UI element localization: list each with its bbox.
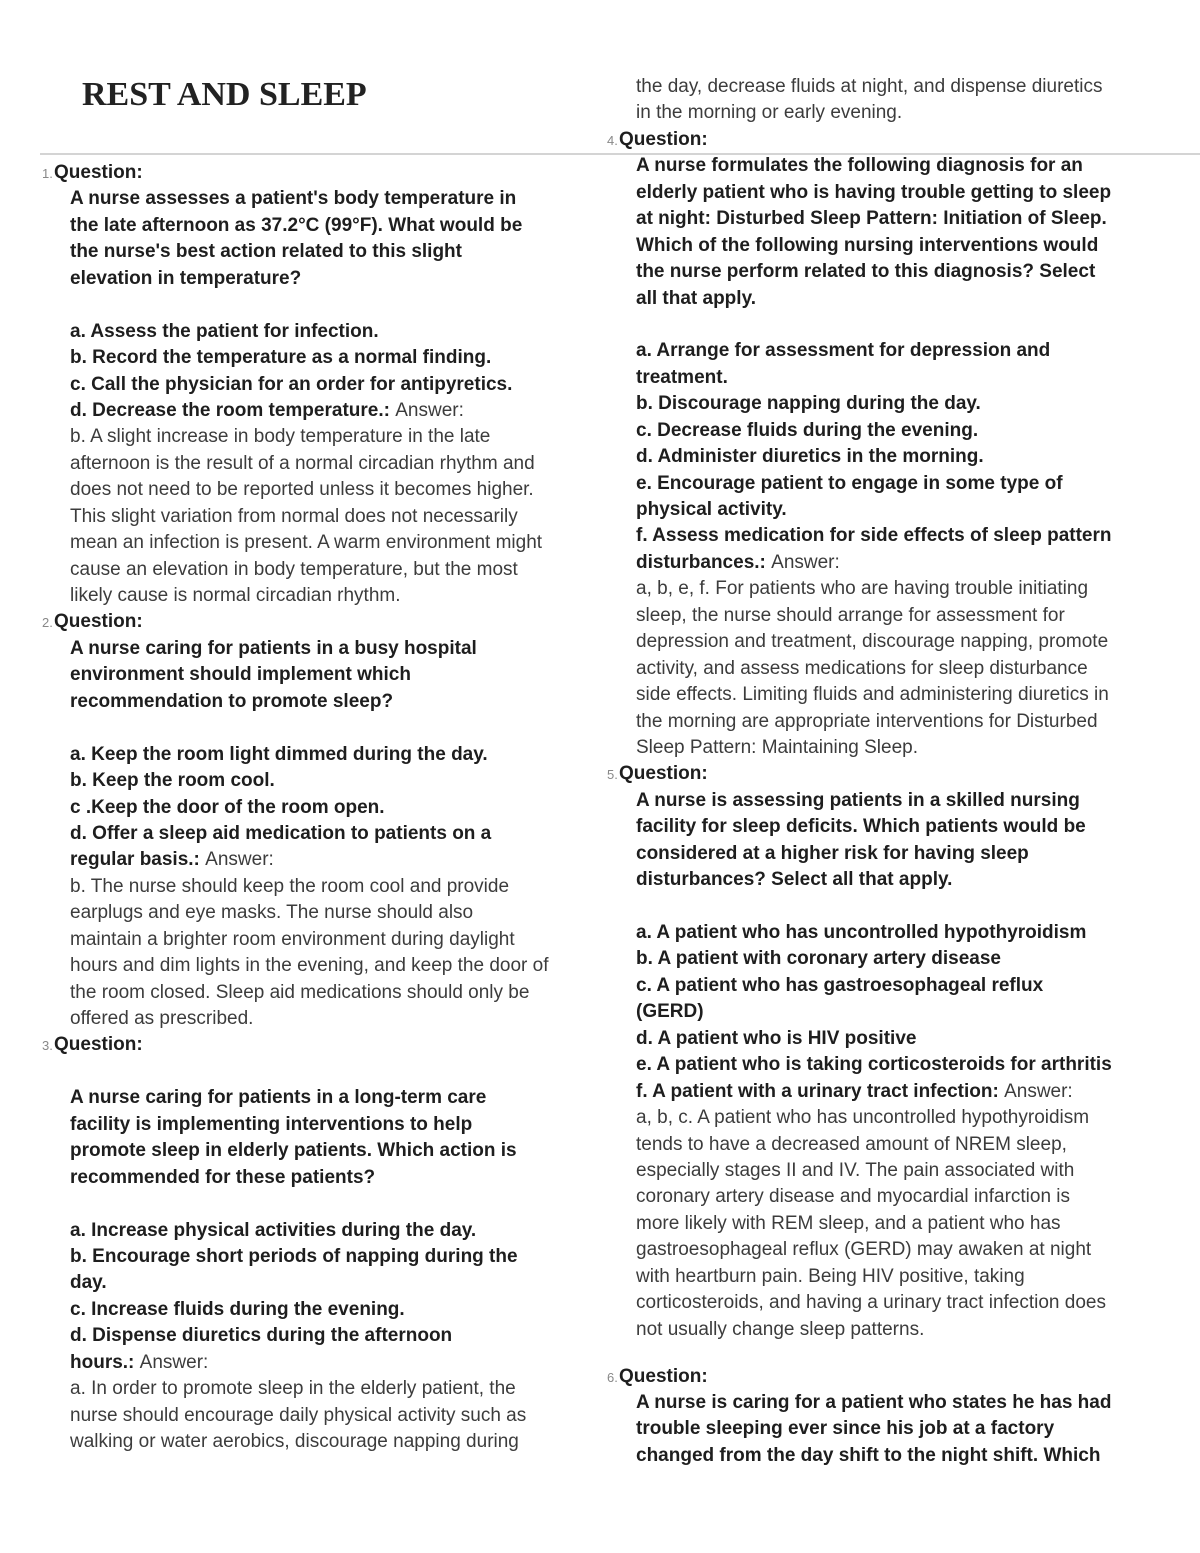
answer-line: activity, and assess medications for sleep disturbance	[636, 657, 1088, 679]
question-stem-line: recommended for these patients?	[70, 1166, 376, 1188]
option-text: disturbances.:	[636, 551, 766, 573]
question-header	[42, 609, 592, 635]
question-stem-line: A nurse caring for patients in a busy hospital	[70, 637, 477, 659]
question-stem-line: A nurse formulates the following diagnosis for an	[636, 155, 1083, 177]
option-line: b. Encourage short periods of napping during the	[70, 1245, 518, 1267]
answer-line: a, b, e, f. For patients who are having trouble initiating	[636, 578, 1089, 600]
answer-label: Answer:	[771, 551, 840, 573]
option-text: d. Decrease the room temperature.:	[70, 399, 390, 421]
question-label: Question:	[619, 1365, 708, 1387]
question-stem-line: all that apply.	[636, 287, 757, 309]
option-line: c .Keep the door of the room open.	[70, 796, 385, 818]
option-line	[42, 847, 592, 873]
question-number: 1.	[42, 166, 53, 181]
answer-line: with heartburn pain. Being HIV positive, taking	[636, 1265, 1025, 1287]
answer-line: the morning are appropriate interventions for Disturbed	[636, 710, 1098, 732]
option-line: d. Administer diuretics in the morning.	[636, 446, 984, 468]
question-stem-line: A nurse caring for patients in a long-term care	[70, 1087, 487, 1109]
option-line: d. Dispense diuretics during the afternoon	[70, 1325, 453, 1347]
option-text: hours.:	[70, 1351, 135, 1373]
spacer	[607, 312, 1187, 338]
question-3-continued	[607, 74, 1187, 127]
option-line: c. Call the physician for an order for antipyretics.	[70, 373, 513, 395]
question-header	[607, 127, 1187, 153]
question-5	[607, 761, 1187, 1343]
question-stem-line: at night: Disturbed Sleep Pattern: Initiation of Sleep.	[636, 208, 1107, 230]
option-line: b. Record the temperature as a normal finding.	[70, 347, 492, 369]
question-stem-line: A nurse is caring for a patient who states he has had	[636, 1391, 1112, 1413]
option-line	[607, 550, 1187, 576]
option-line: (GERD)	[636, 1001, 704, 1023]
question-stem-line: considered at a higher risk for having sleep	[636, 842, 1029, 864]
answer-line: mean an infection is present. A warm environment might	[70, 532, 543, 554]
answer-line: depression and treatment, discourage napping, promote	[636, 631, 1109, 653]
answer-line: walking or water aerobics, discourage napping during	[70, 1431, 519, 1452]
question-6	[607, 1364, 1187, 1470]
answer-line: tends to have a decreased amount of NREM sleep,	[636, 1133, 1067, 1155]
option-line: f. Assess medication for side effects of sleep pattern	[636, 525, 1112, 547]
answer-label: Answer:	[395, 399, 464, 421]
answer-line: likely cause is normal circadian rhythm.	[70, 585, 401, 606]
question-header	[607, 1364, 1187, 1390]
answer-line: nurse should encourage daily physical activity such as	[70, 1404, 527, 1426]
question-number: 2.	[42, 615, 53, 631]
option-line: c. Decrease fluids during the evening.	[636, 419, 979, 441]
question-4	[607, 127, 1187, 762]
answer-line: does not need to be reported unless it becomes higher.	[70, 479, 534, 501]
spacer	[42, 292, 592, 318]
answer-line: Sleep Pattern: Maintaining Sleep.	[636, 736, 919, 758]
question-stem-line: elevation in temperature?	[70, 267, 302, 289]
right-column	[607, 74, 1187, 1469]
option-text: f. A patient with a urinary tract infection:	[636, 1080, 999, 1102]
answer-line: cause an elevation in body temperature, but the most	[70, 558, 518, 580]
option-line: e. Encourage patient to engage in some type of	[636, 472, 1063, 494]
spacer	[607, 1343, 1187, 1364]
option-line: b. A patient with coronary artery disease	[636, 948, 1001, 970]
option-line: b. Discourage napping during the day.	[636, 393, 981, 415]
question-stem-line: facility is implementing interventions to help	[70, 1113, 473, 1135]
option-text: regular basis.:	[70, 849, 200, 871]
option-line: b. Keep the room cool.	[70, 770, 275, 792]
question-stem-line: the nurse perform related to this diagnosis? Select	[636, 261, 1096, 283]
answer-line: more likely with REM sleep, and a patient who has	[636, 1212, 1061, 1234]
option-line: a. Keep the room light dimmed during the day.	[70, 743, 488, 765]
document-title: REST AND SLEEP	[82, 76, 367, 113]
option-line: e. A patient who is taking corticosteroids for arthritis	[636, 1054, 1112, 1076]
option-line: day.	[70, 1272, 107, 1294]
question-stem-line: elderly patient who is having trouble getting to sleep	[636, 181, 1112, 203]
question-stem-line: A nurse is assessing patients in a skilled nursing	[636, 789, 1080, 811]
option-line: physical activity.	[636, 499, 787, 520]
question-stem-line: disturbances? Select all that apply.	[636, 869, 953, 891]
answer-line: the day, decrease fluids at night, and dispense diuretics	[636, 76, 1103, 97]
answer-line: side effects. Limiting fluids and administering diuretics in	[636, 684, 1109, 706]
answer-label: Answer:	[139, 1351, 209, 1373]
question-stem-line: Which of the following nursing interventions would	[636, 234, 1099, 256]
option-line: a. Increase physical activities during the day.	[70, 1219, 477, 1241]
question-label: Question:	[619, 128, 708, 150]
question-stem-line: recommendation to promote sleep?	[70, 690, 394, 712]
question-label: Question:	[619, 763, 708, 785]
question-stem-line: the late afternoon as 37.2°C (99°F). What would be	[70, 214, 523, 236]
answer-line: a, b, c. A patient who has uncontrolled hypothyroidism	[636, 1107, 1090, 1129]
answer-line: not usually change sleep patterns.	[636, 1318, 925, 1340]
question-stem-line: A nurse assesses a patient's body temperature in	[70, 188, 517, 210]
question-label: Question:	[54, 162, 143, 183]
option-line	[42, 1350, 592, 1376]
spacer	[42, 715, 592, 741]
question-1	[42, 160, 592, 609]
answer-line: offered as prescribed.	[70, 1008, 254, 1029]
left-column	[42, 160, 592, 1455]
answer-line: earplugs and eye masks. The nurse should also	[70, 902, 474, 924]
question-stem-line: trouble sleeping ever since his job at a factory	[636, 1418, 1055, 1440]
option-line	[607, 1079, 1187, 1105]
question-stem-line: facility for sleep deficits. Which patients would be	[636, 816, 1086, 838]
question-number: 3.	[42, 1038, 53, 1054]
spacer	[607, 894, 1187, 920]
answer-line: the room closed. Sleep aid medications should only be	[70, 981, 530, 1003]
option-line: c. A patient who has gastroesophageal reflux	[636, 974, 1044, 996]
answer-line: afternoon is the result of a normal circadian rhythm and	[70, 452, 535, 474]
option-line: c. Increase fluids during the evening.	[70, 1298, 405, 1320]
answer-line: maintain a brighter room environment during daylight	[70, 928, 515, 950]
option-line: a. A patient who has uncontrolled hypothyroidism	[636, 922, 1087, 943]
question-stem-line: promote sleep in elderly patients. Which action is	[70, 1140, 517, 1162]
answer-line: hours and dim lights in the evening, and keep the door of	[70, 955, 549, 977]
question-header	[42, 1032, 592, 1058]
question-stem-line: environment should implement which	[70, 664, 411, 686]
option-line	[42, 398, 592, 424]
option-line: d. Offer a sleep aid medication to patients on a	[70, 822, 492, 844]
question-number: 5.	[607, 767, 618, 783]
option-line: treatment.	[636, 366, 728, 388]
answer-line: sleep, the nurse should arrange for assessment for	[636, 604, 1065, 626]
option-line: d. A patient who is HIV positive	[636, 1027, 917, 1049]
answer-line: coronary artery disease and myocardial infarction is	[636, 1186, 1071, 1208]
answer-label: Answer:	[205, 849, 274, 871]
answer-line: in the morning or early evening.	[636, 102, 903, 124]
question-number: 4.	[607, 132, 618, 148]
answer-line: b. The nurse should keep the room cool and provide	[70, 875, 510, 897]
answer-line: This slight variation from normal does not necessarily	[70, 505, 518, 527]
question-header	[607, 761, 1187, 787]
answer-line: b. A slight increase in body temperature in the late	[70, 426, 491, 448]
question-label: Question:	[54, 611, 143, 633]
question-label: Question:	[54, 1034, 143, 1056]
answer-label: Answer:	[1004, 1080, 1073, 1102]
spacer	[42, 1191, 592, 1217]
answer-line: especially stages II and IV. The pain associated with	[636, 1159, 1075, 1181]
question-header	[42, 160, 592, 186]
answer-line: corticosteroids, and having a urinary tract infection does	[636, 1292, 1106, 1314]
answer-line: a. In order to promote sleep in the elderly patient, the	[70, 1378, 516, 1400]
question-stem-line: the nurse's best action related to this slight	[70, 241, 462, 263]
question-number: 6.	[607, 1369, 618, 1385]
option-line: a. Assess the patient for infection.	[70, 320, 379, 342]
spacer	[42, 1059, 592, 1085]
question-2	[42, 609, 592, 1032]
option-line: a. Arrange for assessment for depression and	[636, 340, 1051, 362]
question-3	[42, 1032, 592, 1455]
answer-line: gastroesophageal reflux (GERD) may awaken at night	[636, 1239, 1092, 1261]
question-stem-line: changed from the day shift to the night shift. Which	[636, 1444, 1101, 1466]
